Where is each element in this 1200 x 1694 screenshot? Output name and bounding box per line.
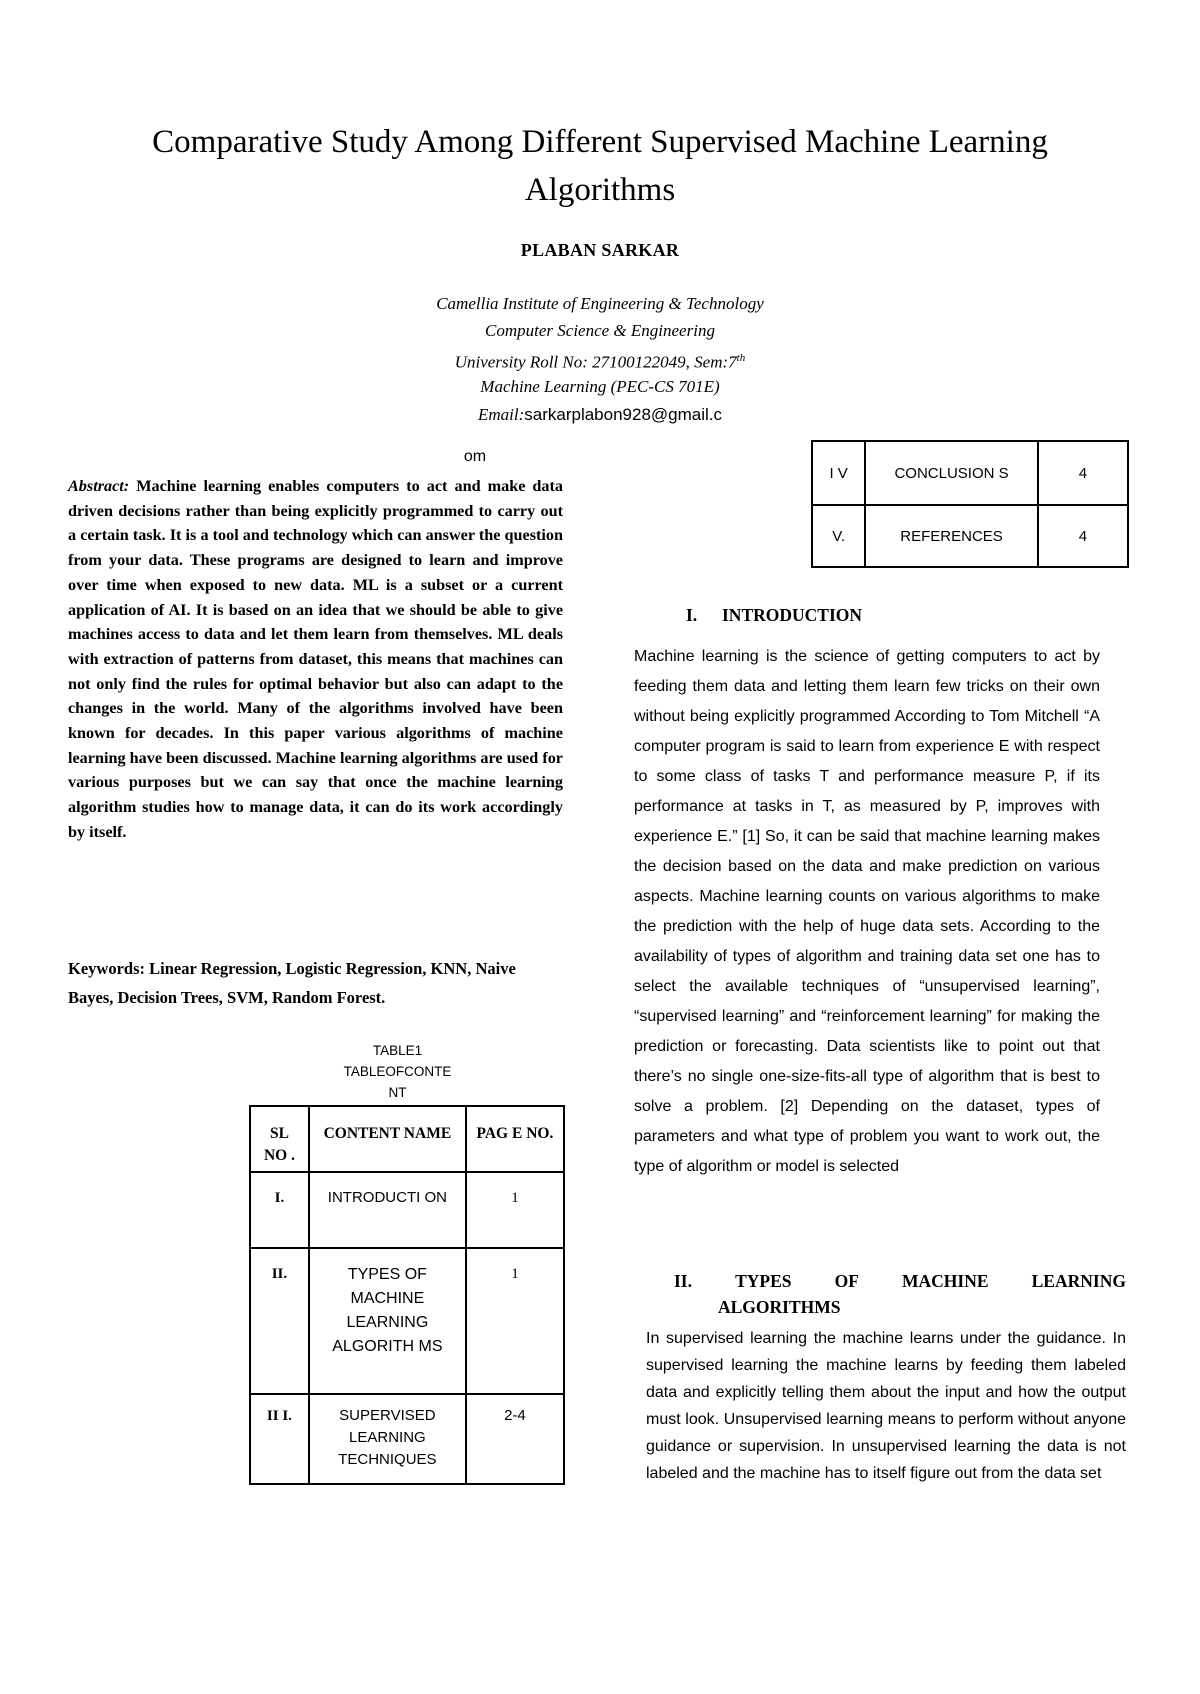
- author-name: PLABAN SARKAR: [520, 240, 680, 260]
- toc-content-name: REFERENCES: [865, 505, 1038, 567]
- affiliation-roll: [300, 345, 900, 376]
- abstract: [68, 474, 563, 845]
- email-value: sarkarplabon928@gmail.c: [524, 405, 723, 424]
- section-heading-line-2: ALGORITHMS: [718, 1297, 841, 1317]
- section-number: I.: [686, 605, 698, 625]
- abstract-label: Abstract:: [68, 477, 130, 495]
- heading-word: LEARNING: [1031, 1271, 1126, 1291]
- toc-content-name: INTRODUCTI ON: [309, 1172, 466, 1248]
- roll-text: University Roll No: 27100122049, Sem:7: [454, 352, 737, 372]
- types-section-text: In supervised learning the machine learns under the guidance. In supervised learning the machine learns by feeding them labeled data and explicitly telling them about the input and how the output must look. Unsupervised learning means to perform without anyone guidance or supervision. In unsupervised learning the data is not labeled and the machine has to itself figure out from the data set: [646, 1330, 1126, 1482]
- toc-page: 4: [1038, 505, 1128, 567]
- section-title: INTRODUCTION: [722, 605, 863, 625]
- table-row: [250, 1248, 564, 1394]
- toc-page: 2-4: [466, 1394, 564, 1484]
- toc-header-name: CONTENT NAME: [309, 1106, 466, 1172]
- table-of-contents: [249, 1105, 565, 1485]
- table-row: [250, 1394, 564, 1484]
- affiliation-department: Computer Science & Engineering: [485, 321, 715, 340]
- roll-superscript: th: [736, 352, 746, 364]
- keywords: Keywords: Linear Regression, Logistic Regression, KNN, Naive Bayes, Decision Trees, SVM, Random Forest.: [68, 959, 516, 1007]
- toc-content-name: SUPERVISED LEARNING TECHNIQUES: [309, 1394, 466, 1484]
- heading-word: TYPES: [735, 1271, 792, 1291]
- toc-page: 1: [466, 1248, 564, 1394]
- heading-word: MACHINE: [902, 1271, 989, 1291]
- section-heading-types: [674, 1268, 1126, 1320]
- affiliation-email: [300, 401, 900, 428]
- email-label: Email:: [477, 405, 525, 424]
- toc-sl: I.: [250, 1172, 309, 1248]
- section-number: II.: [674, 1271, 692, 1291]
- table-row: [250, 1172, 564, 1248]
- table-caption: [310, 1040, 485, 1103]
- table-of-contents-continued: [811, 440, 1129, 568]
- abstract-text: Machine learning enables computers to act and make data driven decisions rather than being explicitly programmed to carry out a certain task. It is a tool and technology which can answer the question from your data. These programs are designed to learn and improve over time when exposed to new data. ML is a subset or a current application of AI. It is based on an idea that we should be able to give machines access to data and let them learn from themselves. ML deals with extraction of patterns from dataset, this means that machines can not only find the rules for optimal behavior but also can adapt to the changes in the world. Many of the algorithms involved have been known for decades. In this paper various algorithms of machine learning have been discussed. Machine learning algorithms are used for various purposes but we can say that once the machine learning algorithm studies how to manage data, it can do its work accordingly by itself.: [68, 477, 564, 841]
- section-heading-line-1: [674, 1268, 1126, 1294]
- toc-sl: I V: [812, 441, 865, 505]
- toc-page: 4: [1038, 441, 1128, 505]
- title-line-1: Comparative Study Among Different Supervised Machine Learning: [152, 124, 1048, 160]
- email-tail: om: [463, 448, 487, 465]
- table-row: [812, 505, 1128, 567]
- toc-sl: II.: [250, 1248, 309, 1394]
- table-caption-line-2: TABLEOFCONTE: [343, 1064, 452, 1079]
- toc-header-page: PAG E NO.: [466, 1106, 564, 1172]
- affiliation-course: Machine Learning (PEC-CS 701E): [480, 377, 720, 396]
- table-row: [812, 441, 1128, 505]
- toc-page: 1: [466, 1172, 564, 1248]
- toc-sl: II I.: [250, 1394, 309, 1484]
- toc-sl: V.: [812, 505, 865, 567]
- toc-header-sl: SL NO .: [250, 1106, 309, 1172]
- affiliation-institute: Camellia Institute of Engineering & Technology: [436, 294, 764, 313]
- table-caption-line-3: NT: [388, 1085, 407, 1100]
- heading-word: OF: [834, 1271, 859, 1291]
- toc-content-name: TYPES OF MACHINE LEARNING ALGORITH MS: [309, 1248, 466, 1394]
- section-heading-introduction: [686, 605, 862, 626]
- toc-content-name: CONCLUSION S: [865, 441, 1038, 505]
- toc-header-row: [250, 1106, 564, 1172]
- introduction-text: Machine learning is the science of getting computers to act by feeding them data and letting them learn few tricks on their own without being explicitly programmed According to Tom Mitchell “A computer program is said to learn from experience E with respect to some class of tasks T and performance measure P, if its performance at tasks in T, as measured by P, improves with experience E.” [1] So, it can be said that machine learning makes the decision based on the data and make prediction on various aspects. Machine learning counts on various algorithms to make the prediction with the help of huge data sets. According to the availability of types of algorithm and training data set one has to select the available techniques of “unsupervised learning”, “supervised learning” and “reinforcement learning” for making the prediction or forecasting. Data scientists like to point out that there’s no single one-size-fits-all type of algorithm that is best to solve a problem. [2] Depending on the dataset, types of parameters and what type of problem you want to work out, the type of algorithm or model is selected: [634, 648, 1100, 1175]
- title-line-2: Algorithms: [524, 172, 676, 208]
- table-caption-line-1: TABLE1: [372, 1043, 423, 1058]
- paper-title: [60, 118, 1140, 214]
